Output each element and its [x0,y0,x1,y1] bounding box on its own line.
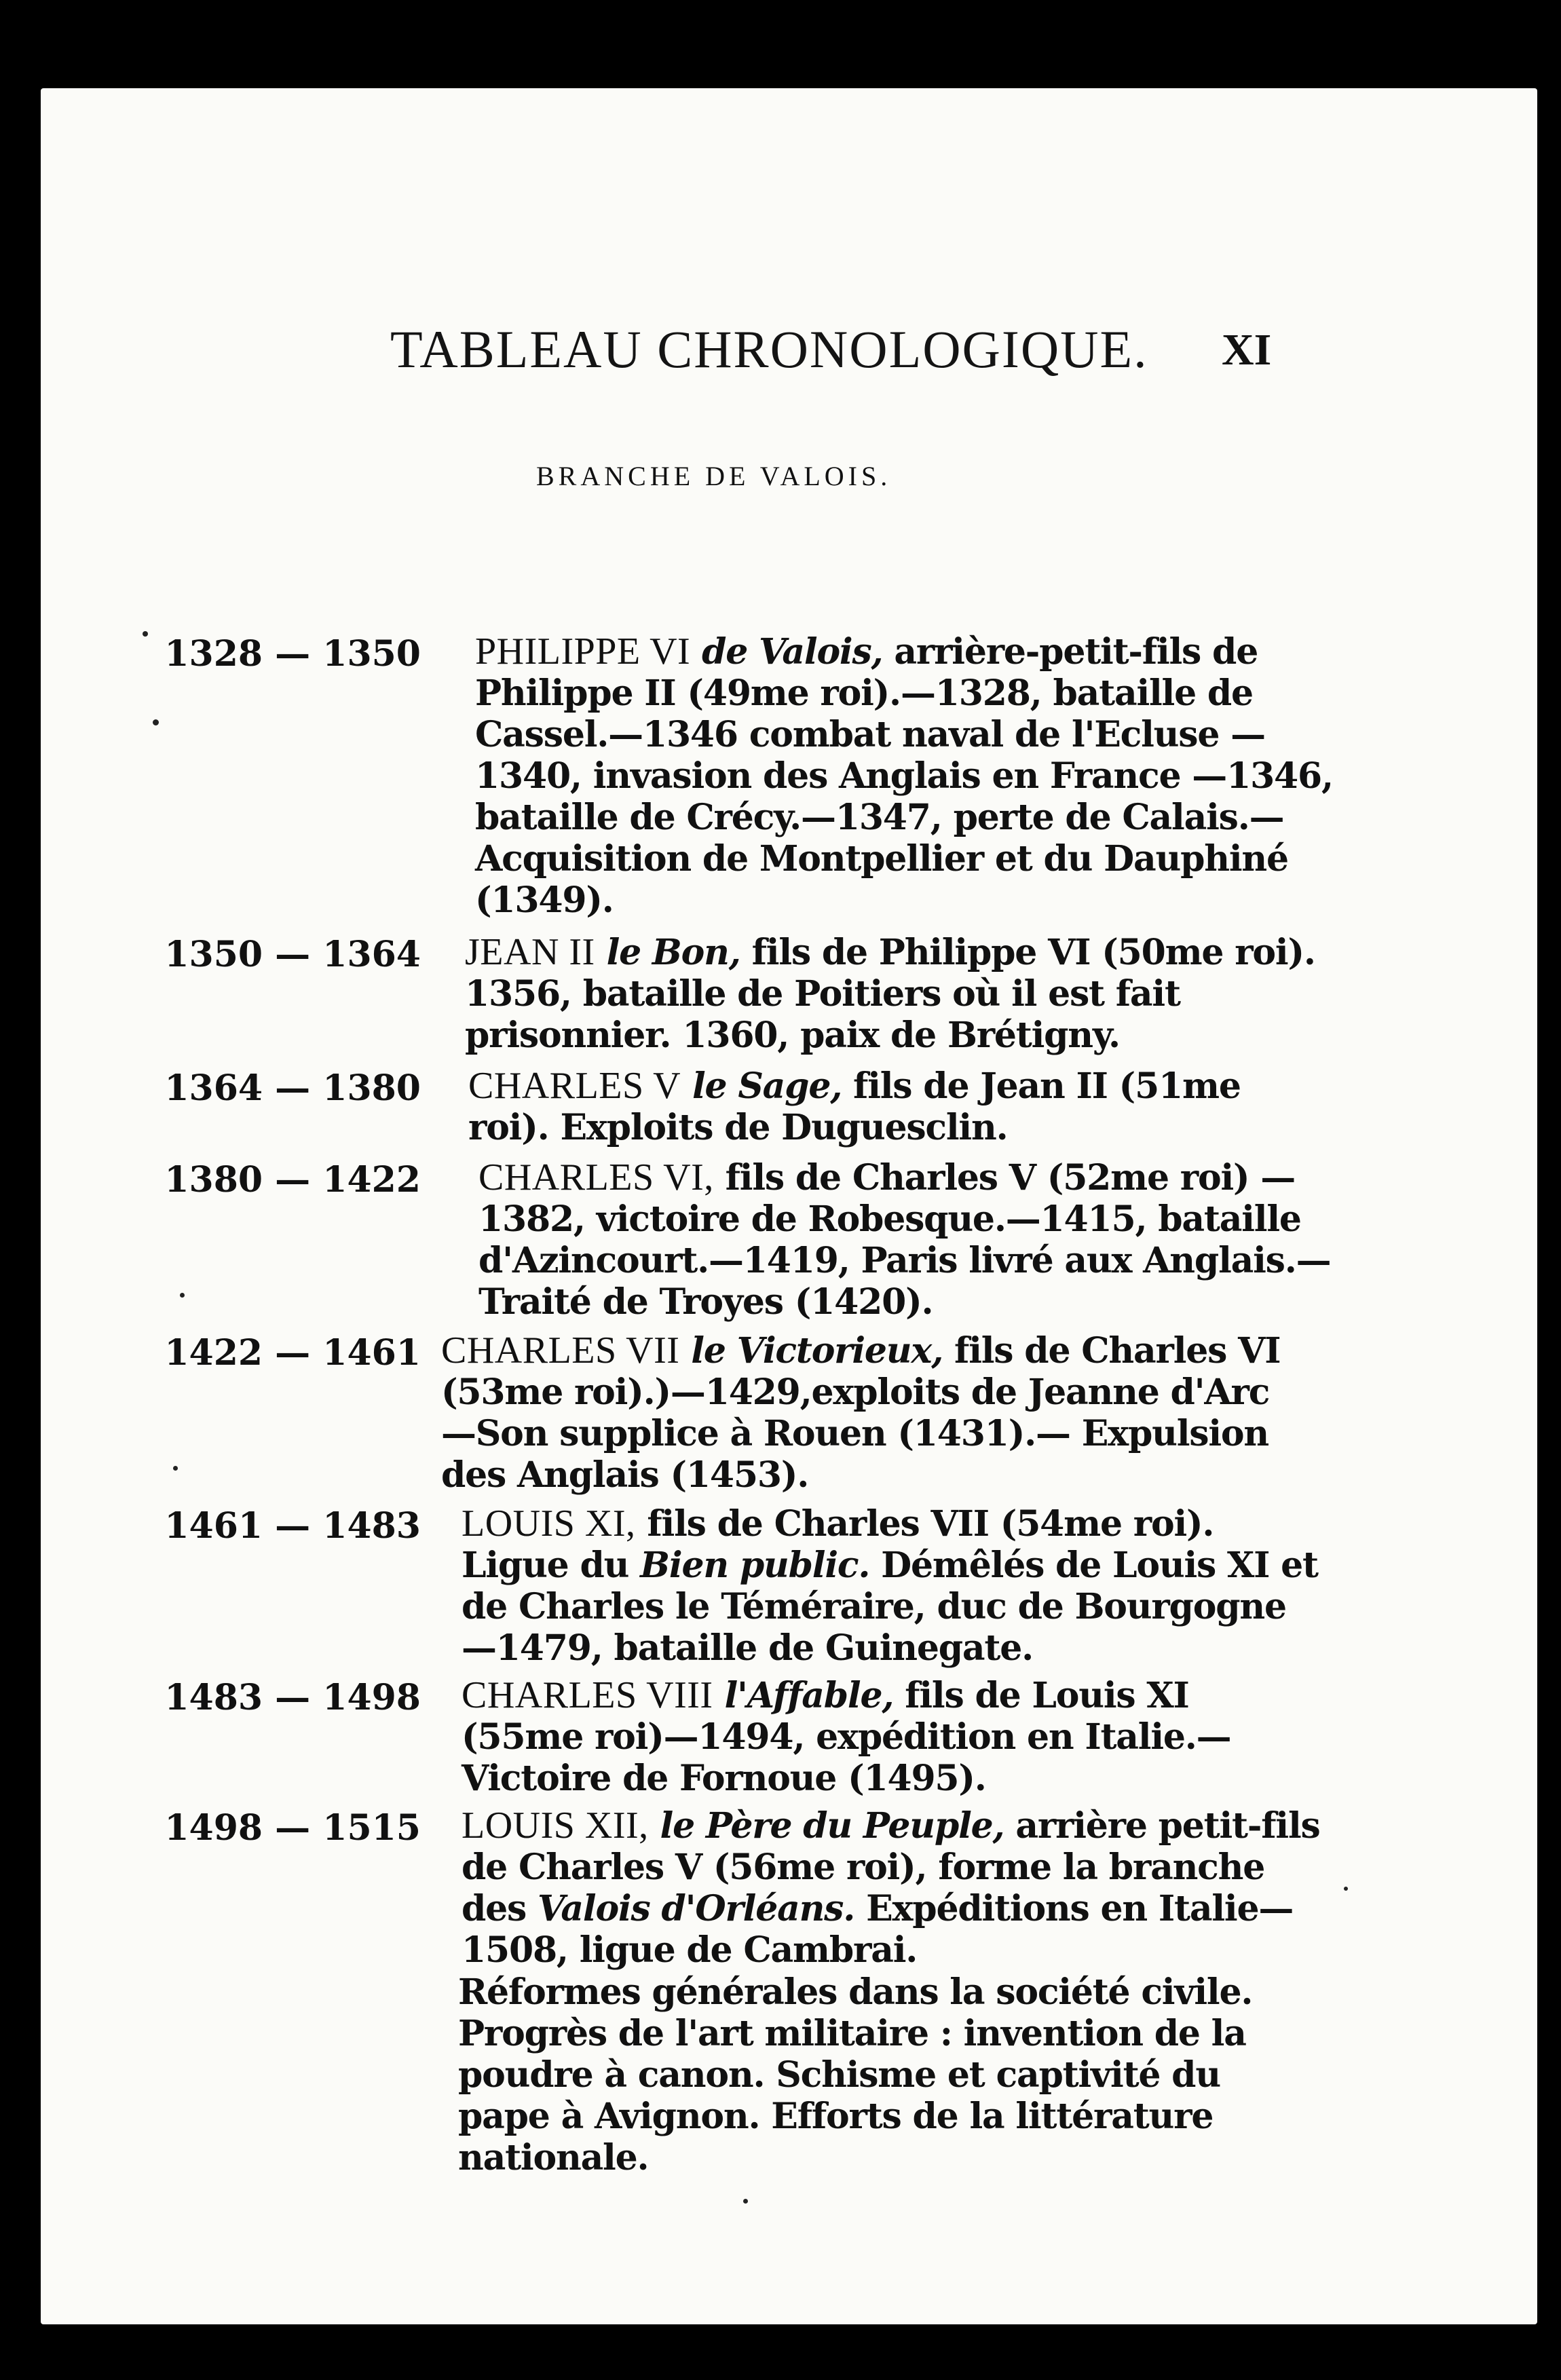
entry-description: fils de Jean II (51me roi). Exploits de Duguesclin. [468,1065,1241,1148]
entry-description-before: fils de Charles VII (54me roi). Ligue du [462,1503,1214,1586]
entry-text [462,1805,1320,1971]
entry-description: fils de Louis XI (55me roi)—1494, expédition en Italie.— Victoire de Fornoue (1495). [462,1675,1231,1799]
king-epithet: l'Affable, [724,1675,894,1716]
scan-speck [180,1293,185,1298]
entry-years: 1380 — 1422 [164,1159,421,1201]
book-page [41,88,1537,2324]
scan-speck [1344,1887,1348,1891]
scan-speck [153,719,159,725]
king-epithet: le Père du Peuple, [660,1805,1004,1847]
king-epithet: le Bon, [606,932,740,973]
entry-italic-phrase: Bien public. [640,1545,870,1586]
entry-years: 1350 — 1364 [164,934,421,975]
entry-description-before: arrière petit-fils de Charles V (56me roi), forme la branche des [462,1805,1320,1929]
entry-description: Démêlés de Louis XI et de Charles le Téméraire, duc de Bourgogne—1479, bataille de Guinegate. [462,1545,1318,1669]
section-title: BRANCHE DE VALOIS. [536,461,892,491]
entry-description: fils de Charles VI (53me roi).)—1429,exploits de Jeanne d'Arc —Son supplice à Rouen (1431).— Expulsion des Anglais (1453). [441,1330,1281,1496]
entry-text [441,1330,1300,1496]
king-name: LOUIS XI, [462,1503,636,1545]
entry-years: 1461 — 1483 [164,1505,421,1547]
entry-years: 1422 — 1461 [164,1332,421,1374]
entry-text [468,1065,1327,1148]
running-title: TABLEAU CHRONOLOGIQUE. [390,320,1148,379]
entry-text [475,631,1334,921]
king-epithet: le Sage, [692,1065,842,1107]
closing-note-text: Réformes générales dans la société civile. Progrès de l'art militaire : invention de la poudre à canon. Schisme et captivité du pape à Avignon. Efforts de la littérature nationale. [458,1971,1253,2178]
scan-speck [173,1466,178,1471]
entry-years: 1483 — 1498 [164,1677,421,1718]
entry-text [465,932,1323,1056]
page-number: XI [1222,325,1272,375]
king-name: CHARLES V [468,1065,681,1107]
king-name: CHARLES VIII [462,1674,713,1716]
king-epithet: le Victorieux, [691,1330,943,1372]
king-name: CHARLES VII [441,1329,680,1372]
entry-description: Expéditions en Italie—1508, ligue de Cambrai. [462,1888,1294,1971]
king-name: LOUIS XII, [462,1805,649,1847]
closing-note [458,1971,1320,2178]
scan-speck [143,631,148,637]
entry-description: fils de Philippe VI (50me roi). 1356, bataille de Poitiers où il est fait prisonnier. 1360, paix de Brétigny. [465,932,1315,1056]
king-name: PHILIPPE VI [475,630,691,673]
king-name: JEAN II [465,931,595,973]
entry-italic-phrase: Valois d'Orléans. [538,1888,855,1929]
entry-years: 1364 — 1380 [164,1068,421,1109]
king-epithet: de Valois, [702,631,883,673]
entry-text [478,1157,1337,1323]
king-name: CHARLES VI, [478,1156,714,1198]
entry-years: 1328 — 1350 [164,633,421,675]
entry-text [462,1503,1320,1669]
scan-speck [743,2199,748,2204]
entry-text [462,1675,1320,1799]
entry-description: arrière-petit-fils de Philippe II (49me roi).—1328, bataille de Cassel.—1346 combat naval de l'Ecluse —1340, invasion des Anglais en France —1346, bataille de Crécy.—1347, perte de Calais.—Acquisition de Montpellier et du Dauphiné (1349). [475,631,1333,921]
entry-years: 1498 — 1515 [164,1807,421,1849]
entry-description: fils de Charles V (52me roi) —1382, victoire de Robesque.—1415, bataille d'Azincourt.—1419, Paris livré aux Anglais.—Traité de Troyes (1420). [478,1157,1331,1323]
